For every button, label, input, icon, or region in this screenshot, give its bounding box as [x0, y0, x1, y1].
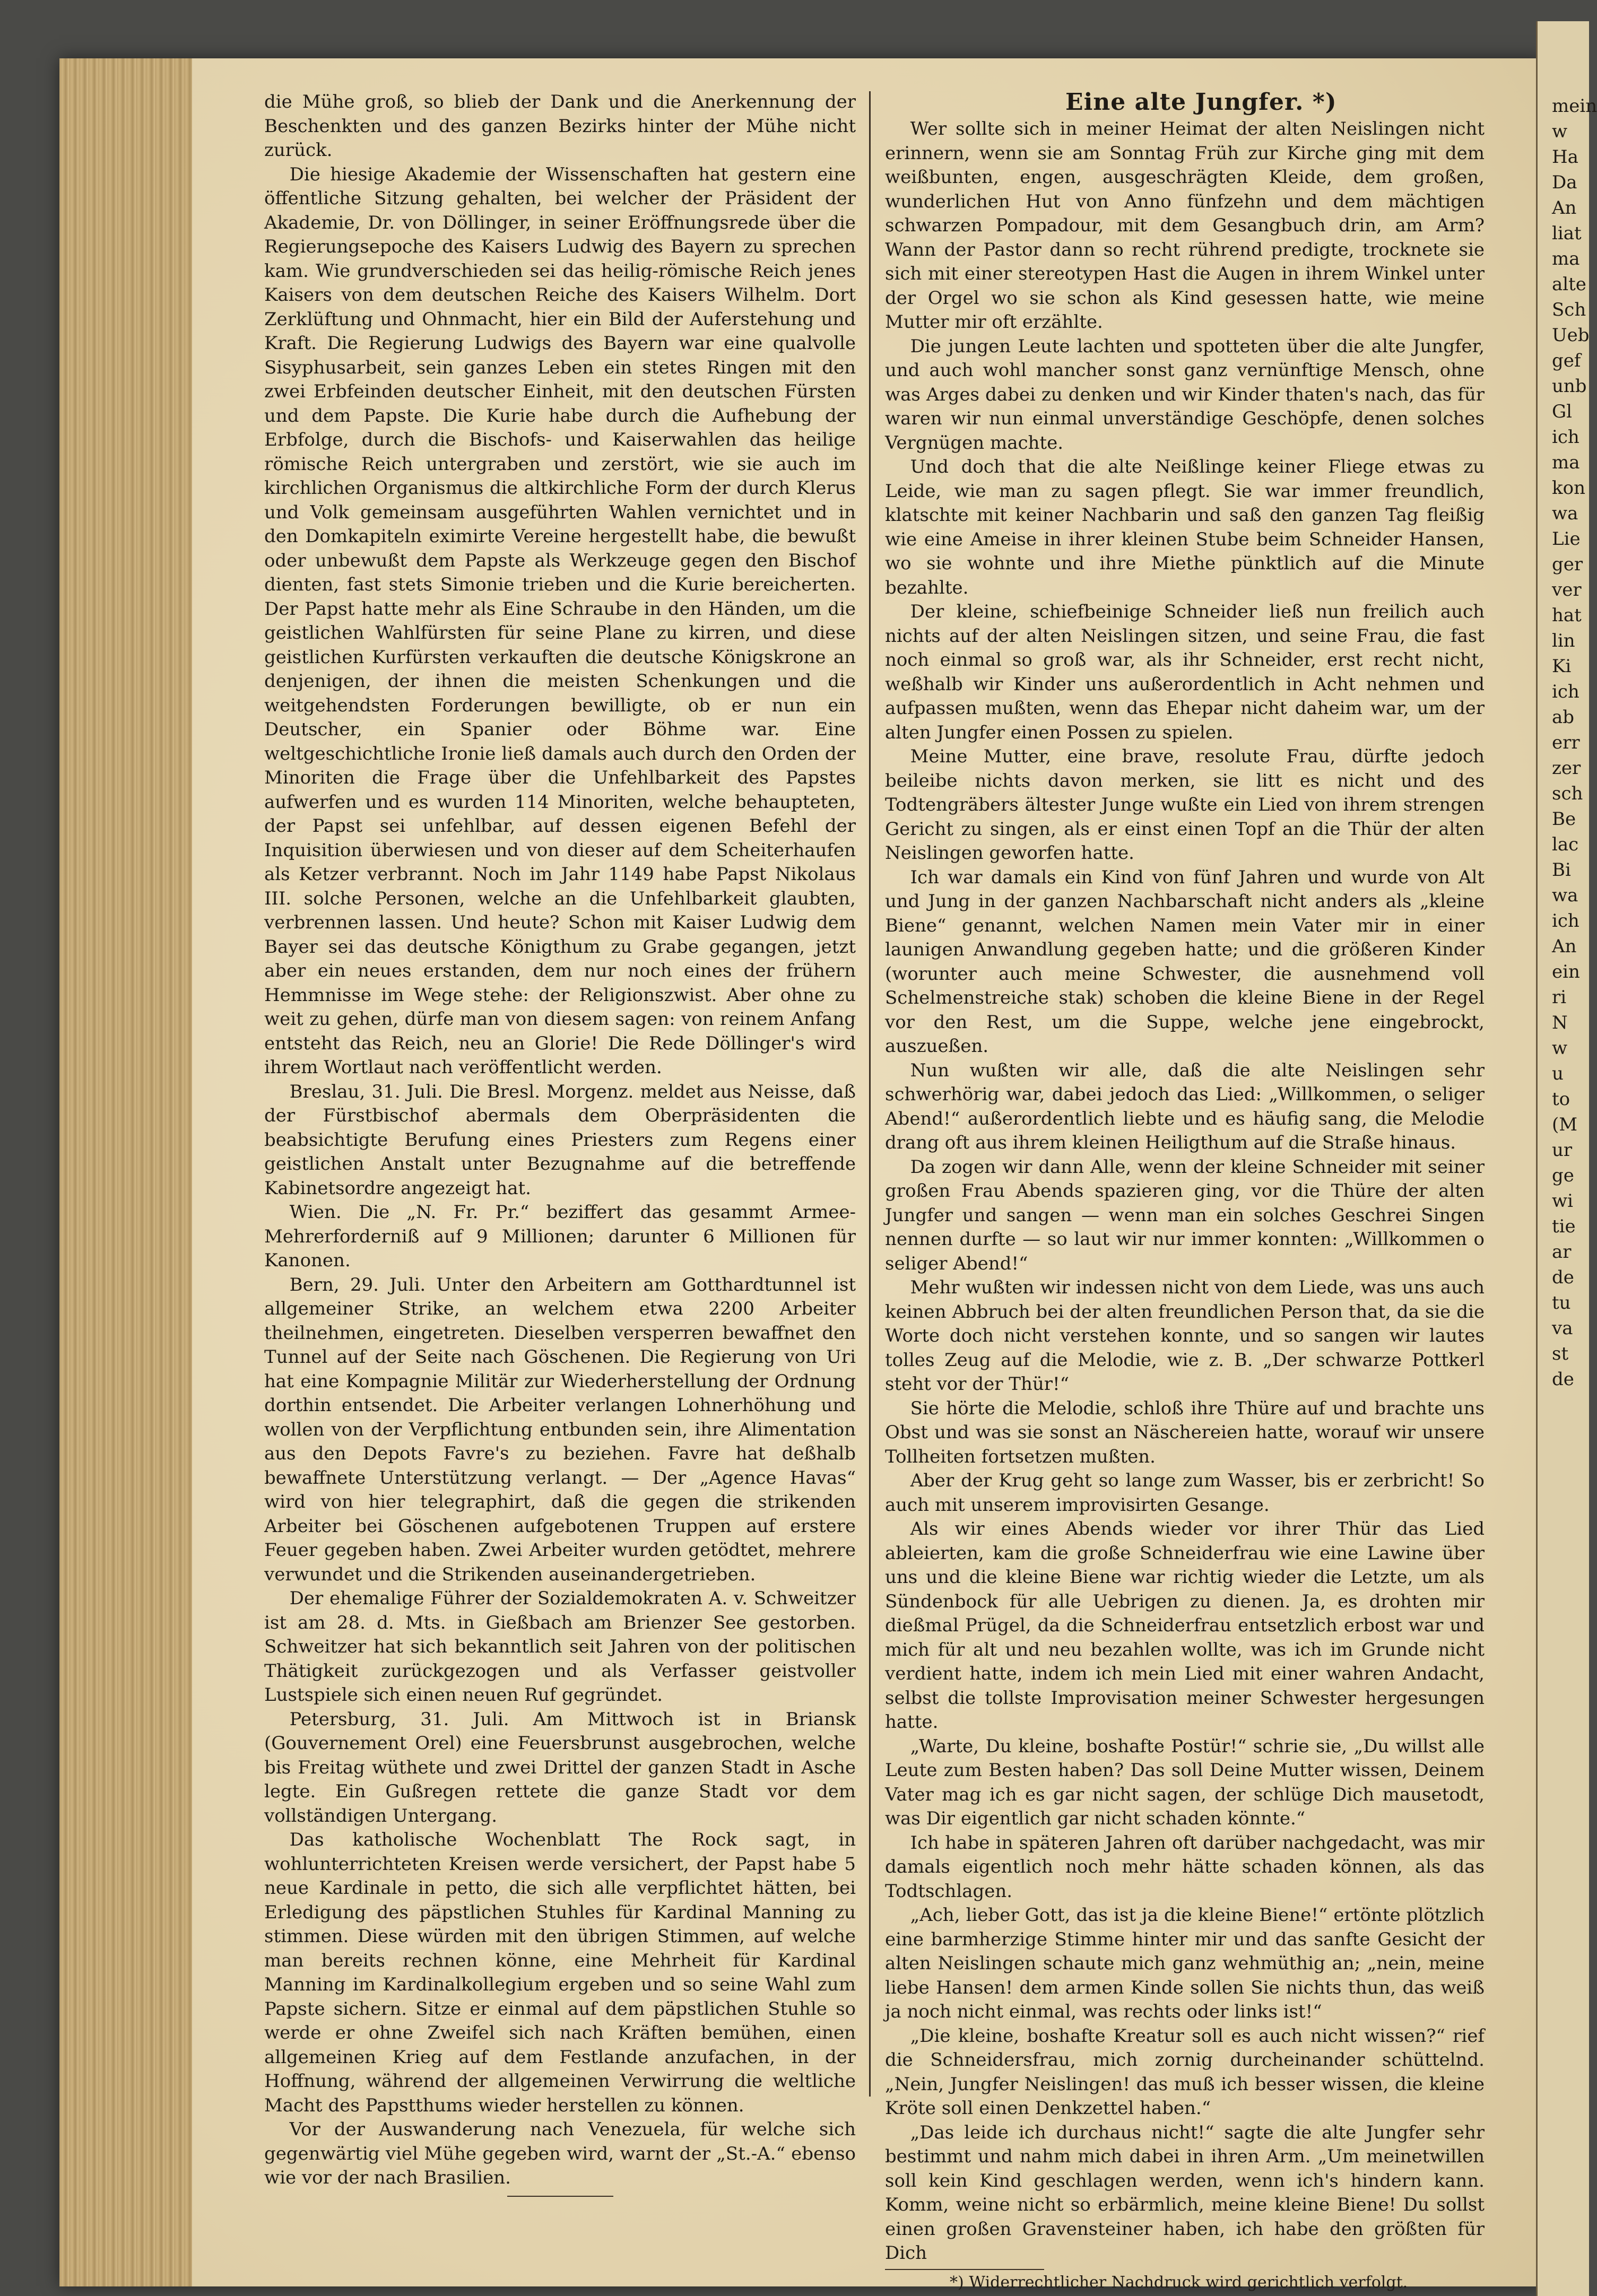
story-paragraph: Und doch that die alte Neißlinge keiner Fliege etwas zu Leide, wie man zu sagen pflegt. Sie war immer freundlich, klatschte mit keiner Nachbarin und saß den ganzen Tag fleißig wie eine Ameise in ihrer kleinen Stube beim Schneider Hansen, wo sie wohnte und ihre Miethe pünktlich auf die Minute bezahlte.	[885, 456, 1485, 598]
news-paragraph: Bern, 29. Juli. Unter den Arbeitern am Gotthardtunnel ist allgemeiner Strike, an welchem etwa 2200 Arbeiter theilnehmen, eingetreten. Dieselben versperren bewaffnet den Tunnel auf der Seite nach Göschenen. Die Regierung von Uri hat eine Kompagnie Militär zur Wiederherstellung der Ordnung dorthin entsendet. Die Arbeiter verlangen Lohnerhöhung und wollen von der Verpflichtung entbunden sein, ihre Alimentation aus den Depots Favre's zu beziehen. Favre hat deßhalb bewaffnete Unterstützung verlangt. — Der „Agence Havas“ wird von hier telegraphirt, daß die gegen die strikenden Arbeiter bei Göschenen aufgebotenen Truppen auf erstere Feuer gegeben haben. Zwei Arbeiter wurden getödtet, mehrere verwundet und die Strikenden auseinandergetrieben.	[264, 1274, 856, 1585]
adjacent-fragment: Gl	[1552, 401, 1573, 422]
adjacent-fragment: Lie	[1552, 528, 1581, 550]
adjacent-fragment: unb	[1552, 376, 1587, 397]
adjacent-fragment: wi	[1552, 1190, 1573, 1212]
adjacent-fragment: ich	[1552, 427, 1579, 448]
adjacent-fragment: ri	[1552, 987, 1567, 1008]
story-title: Eine alte Jungfer. *)	[1065, 89, 1337, 116]
story-paragraph: Nun wußten wir alle, daß die alte Neislingen sehr schwerhörig war, dabei jedoch das Lied: „Willkommen, o seliger Abend!“ außerordentlich liebte und es häufig sang, die Melodie drang oft aus ihrem kleinen Heiligthum auf die Straße hinaus.	[885, 1059, 1485, 1153]
footnote: *) Widerrechtlicher Nachdruck wird gerichtlich verfolgt.	[950, 2273, 1408, 2292]
story-paragraph: Wer sollte sich in meiner Heimat der alten Neislingen nicht erinnern, wenn sie am Sonntag Früh zur Kirche ging mit dem weißbunten, engen, ausgeschrägten Kleide, dem großen, wunderlichen Hut von Anno fünfzehn und dem mächtigen schwarzen Pompadour, mit dem Gesangbuch drin, am Arm? Wann der Pastor dann so recht rührend predigte, trocknete sie sich mit einer stereotypen Hast die Augen in ihrem Winkel unter der Orgel wo sie schon als Kind gesessen hatte, wie meine Mutter mir oft erzählte.	[885, 118, 1485, 333]
adjacent-fragment: ur	[1552, 1140, 1573, 1161]
news-paragraph: Petersburg, 31. Juli. Am Mittwoch ist in Briansk (Gouvernement Orel) eine Feuersbrunst ausgebrochen, welche bis Freitag wüthete und zwei Drittel der ganzen Stadt in Asche legte. Ein Gußregen rettete die ganze Stadt vor dem vollständigen Untergang.	[264, 1708, 856, 1827]
book-spine-edge	[59, 58, 192, 2286]
adjacent-fragment: mein	[1552, 95, 1597, 117]
story-paragraph: Sie hörte die Melodie, schloß ihre Thüre auf und brachte uns Obst und was sie sonst an Näschereien hatte, worauf wir unsere Tollheiten fortsetzen mußten.	[885, 1397, 1485, 1467]
adjacent-fragment: N	[1552, 1012, 1568, 1033]
end-rule	[507, 2196, 613, 2197]
adjacent-fragment: Da	[1552, 172, 1577, 193]
adjacent-fragment: err	[1552, 732, 1580, 753]
adjacent-fragment: va	[1552, 1318, 1573, 1339]
story-paragraph: Ich habe in späteren Jahren oft darüber nachgedacht, was mir damals eigentlich noch mehr hätte schaden können, als das Todtschlagen.	[885, 1832, 1485, 1902]
column-divider	[869, 91, 871, 2097]
adjacent-fragment: ver	[1552, 579, 1582, 601]
story-paragraph: Als wir eines Abends wieder vor ihrer Thür das Lied ableierten, kam die große Schneiderfrau wie eine Lawine über uns und die kleine Biene war richtig wieder die Letzte, um als Sündenbock für alle Uebrigen zu dienen. Ja, es drohten mir dießmal Prügel, da die Schneiderfrau entsetzlich erbost war und mich für alt und neu bezahlen wollte, was ich im Grunde nicht verdient hatte, indem ich mein Lied mit einer wahren Andacht, selbst die tollste Improvisation meiner Schwester hergesungen hatte.	[885, 1518, 1485, 1733]
adjacent-fragment: lin	[1552, 630, 1575, 651]
story-body	[885, 117, 1485, 2266]
adjacent-fragment: st	[1552, 1343, 1569, 1364]
news-paragraph: Die hiesige Akademie der Wissenschaften hat gestern eine öffentliche Sitzung gehalten, bei welcher der Präsident der Akademie, Dr. von Döllinger, in seiner Eröffnungsrede über die Regierungsepoche des Kaisers Ludwig des Bayern zu sprechen kam. Wie grundverschieden sei das heilig-römische Reich jenes Kaisers von dem deutschen Reiche des Kaisers Wilhelm. Dort Zerklüftung und Ohnmacht, hier ein Bild der Auferstehung und Kraft. Die Regierung Ludwigs des Bayern war eine qualvolle Sisyphusarbeit, sein ganzes Leben ein stetes Ringen mit den zwei Erbfeinden deutscher Einheit, mit den deutschen Fürsten und dem Papste. Die Kurie habe durch die Aufhebung der Erbfolge, durch die Bischofs- und Kaiserwahlen das heilige römische Reich untergraben und zerstört, wie sie auch im kirchlichen Organismus die altkirchliche Form der durch Klerus und Volk gemeinsam ausgeführten Wahlen vernichtet und in den Domkapiteln eximirte Vereine hergestellt habe, die bewußt oder unbewußt dem Papste als Werkzeuge gegen den Bischof dienten, fast stets Simonie trieben und die Kurie bereicherten. Der Papst hatte mehr als Eine Schraube in den Händen, um die geistlichen Wahlfürsten für seine Plane zu kirren, und diese geistlichen Kurfürsten verkauften die deutsche Königskrone an denjenigen, der ihnen die meisten Schenkungen und die weitgehendsten Forderungen bewilligte, ob er nun ein Deutscher, ein Spanier oder Böhme war. Eine weltgeschichtliche Ironie ließ damals auch durch den Orden der Minoriten die Frage über die Unfehlbarkeit des Papstes aufwerfen und es wurden 114 Minoriten, welche behaupteten, der Papst sei unfehlbar, auf dessen eigenen Befehl der Inquisition überwiesen und von dieser auf dem Scheiterhaufen als Ketzer verbrannt. Noch im Jahr 1149 habe Papst Nikolaus III. solche Personen, welche an die Unfehlbarkeit glaubten, verbrennen lassen. Und heute? Schon mit Kaiser Ludwig dem Bayer sei das deutsche Königthum zu Grabe gegangen, jetzt aber ein neues erstanden, dem nur noch eines der frühern Hemmnisse im Wege stehe: der Religionszwist. Aber ohne zu weit zu gehen, dürfe man von diesem sagen: von reinem Anfang entsteht das Reich, neu an Glorie! Die Rede Döllinger's wird ihrem Wortlaut nach veröffentlicht werden.	[264, 163, 856, 1078]
adjacent-fragment: de	[1552, 1369, 1574, 1390]
adjacent-fragment: liat	[1552, 223, 1582, 244]
news-paragraph: Breslau, 31. Juli. Die Bresl. Morgenz. meldet aus Neisse, daß der Fürstbischof abermals dem Oberpräsidenten die beabsichtigte Berufung eines Priesters zum Regens einer geistlichen Anstalt unter Bezugnahme auf die betreffende Kabinetsordre angezeigt hat.	[264, 1081, 856, 1199]
adjacent-fragment: ma	[1552, 248, 1580, 269]
adjacent-fragment: gef	[1552, 350, 1581, 371]
adjacent-fragment: Ueb	[1552, 325, 1590, 346]
story-paragraph: „Warte, Du kleine, boshafte Postür!“ schrie sie, „Du willst alle Leute zum Besten haben? Das soll Deine Mutter wissen, Deinem Vater mag ich es gar nicht sagen, der schlüge Dich mausetodt, was Dir eigentlich gar nicht schaden könnte.“	[885, 1735, 1485, 1829]
story-paragraph: Ich war damals ein Kind von fünf Jahren und wurde von Alt und Jung in der ganzen Nachbarschaft nicht anders als „kleine Biene“ genannt, welchen Namen mein Vater mir in einer launigen Anwandlung gegeben hatte; und die größeren Kinder (worunter auch meine Schwester, die ausnehmend voll Schelmenstreiche stak) schoben die kleine Biene in der Regel vor den Rest, um die Suppe, welche jene eingebrockt, auszueßen.	[885, 866, 1485, 1057]
adjacent-fragment: sch	[1552, 783, 1583, 804]
adjacent-fragment: tie	[1552, 1216, 1576, 1237]
news-paragraph: die Mühe groß, so blieb der Dank und die Anerkennung der Beschenkten und des ganzen Bezirks hinter der Mühe nicht zurück.	[264, 91, 856, 161]
adjacent-fragment: Ha	[1552, 146, 1578, 168]
adjacent-fragment: de	[1552, 1267, 1574, 1288]
adjacent-fragment: ge	[1552, 1165, 1574, 1186]
story-paragraph: Aber der Krug geht so lange zum Wasser, bis er zerbricht! So auch mit unserem improvisirten Gesange.	[885, 1470, 1485, 1516]
story-paragraph: „Die kleine, boshafte Kreatur soll es auch nicht wissen?“ rief die Schneidersfrau, mich zornig durcheinander schüttelnd. „Nein, Jungfer Neislingen! das muß ich besser wissen, die kleine Kröte soll einen Denkzettel haben.“	[885, 2025, 1485, 2119]
news-column	[264, 90, 856, 2197]
adjacent-fragment: ich	[1552, 681, 1579, 702]
adjacent-fragment: alte	[1552, 274, 1586, 295]
adjacent-fragment: ma	[1552, 452, 1580, 473]
adjacent-fragment: Ki	[1552, 656, 1572, 677]
adjacent-fragment: Bi	[1552, 859, 1571, 881]
adjacent-fragment: hat	[1552, 605, 1582, 626]
footnote-rule	[885, 2269, 1044, 2270]
news-paragraph: Das katholische Wochenblatt The Rock sagt, in wohlunterrichteten Kreisen werde versichert, der Papst habe 5 neue Kardinale in petto, die sich alle verpflichtet hätten, bei Erledigung des päpstlichen Stuhles für Kardinal Manning zu stimmen. Diese würden mit den übrigen Stimmen, auf welche man bereits rechnen könne, eine Mehrheit für Kardinal Manning im Kardinalkollegium ergeben und so seine Wahl zum Papste sichern. Sitze er einmal auf dem päpstlichen Stuhle so werde er ohne Zweifel sich nach Kräften bemühen, einen allgemeinen Krieg auf dem Festlande anzufachen, in der Hoffnung, während der allgemeinen Verwirrung die weltliche Macht des Papstthums wieder herstellen zu können.	[264, 1829, 856, 2116]
story-column	[885, 88, 1485, 2293]
adjacent-fragment: ger	[1552, 554, 1583, 575]
story-paragraph: Meine Mutter, eine brave, resolute Frau, dürfte jedoch beileibe nichts davon merken, sie litt es nicht und des Todtengräbers ältester Junge wußte ein Lied von ihrem strengen Gericht zu singen, als er einst einen Topf an die Thür der alten Neislingen geworfen hatte.	[885, 746, 1485, 864]
adjacent-fragment: ein	[1552, 961, 1580, 982]
news-paragraph: Wien. Die „N. Fr. Pr.“ beziffert das gesammt Armee-Mehrerforderniß auf 9 Millionen; darunter 6 Millionen für Kanonen.	[264, 1202, 856, 1271]
adjacent-fragment: Be	[1552, 808, 1576, 830]
adjacent-fragment: Sch	[1552, 299, 1586, 320]
adjacent-fragment: ar	[1552, 1241, 1572, 1263]
story-paragraph: „Das leide ich durchaus nicht!“ sagte die alte Jungfer sehr bestimmt und nahm mich dabei in ihren Arm. „Um meinetwillen soll kein Kind geschlagen werden, wenn ich's hindern kann. Komm, weine nicht so erbärmlich, meine kleine Biene! Du sollst einen großen Gravensteiner haben, ich habe den größten für Dich	[885, 2121, 1485, 2264]
adjacent-fragment: to	[1552, 1089, 1570, 1110]
adjacent-fragment: u	[1552, 1063, 1564, 1084]
adjacent-fragment: ab	[1552, 707, 1575, 728]
adjacent-fragment: wa	[1552, 503, 1578, 524]
story-paragraph: Mehr wußten wir indessen nicht von dem Liede, was uns auch keinen Abbruch bei der alten freundlichen Person that, da sie die Worte doch nicht verstehen konnte, und so sangen wir lautes tolles Zeug auf die Melodie, wie z. B. „Der schwarze Pottkerl steht vor der Thür!“	[885, 1277, 1485, 1395]
adjacent-fragment: An	[1552, 197, 1577, 219]
adjacent-fragment: ich	[1552, 910, 1579, 932]
adjacent-fragment: tu	[1552, 1292, 1571, 1314]
adjacent-fragment: (M	[1552, 1114, 1578, 1135]
news-paragraph: Der ehemalige Führer der Sozialdemokraten A. v. Schweitzer ist am 28. d. Mts. in Gießbach am Brienzer See gestorben. Schweitzer hat sich bekanntlich seit Jahren von der politischen Thätigkeit zurückgezogen und als Verfasser geistvoller Lustspiele sich einen neuen Ruf gegründet.	[264, 1588, 856, 1706]
adjacent-fragment: wa	[1552, 885, 1578, 906]
adjacent-fragment: w	[1552, 121, 1568, 142]
story-paragraph: Der kleine, schiefbeinige Schneider ließ nun freilich auch nichts auf der alten Neislingen sitzen, und seine Frau, die fast noch einmal so groß war, als ihr Schneider, erst recht nicht, weßhalb wir Kinder uns außerordentlich in Acht nehmen und aufpassen mußten, wenn das Ehepar nicht daheim war, um der alten Jungfer einen Possen zu spielen.	[885, 601, 1485, 743]
story-paragraph: „Ach, lieber Gott, das ist ja die kleine Biene!“ ertönte plötzlich eine barmherzige Stimme hinter mir und das sanfte Gesicht der alten Neislingen schaute mich ganz wehmüthig an; „nein, meine liebe Hansen! dem armen Kinde sollen Sie nichts thun, das weiß ja noch nicht einmal, was rechts oder links ist!“	[885, 1904, 1485, 2022]
story-paragraph: Da zogen wir dann Alle, wenn der kleine Schneider mit seiner großen Frau Abends spazieren ging, vor die Thüre der alten Jungfer und sangen — wenn man ein solches Geschrei Singen nennen durfte — so laut wir nur immer konnten: „Willkommen o seliger Abend!“	[885, 1156, 1485, 1274]
adjacent-fragment: kon	[1552, 477, 1585, 499]
adjacent-page-text	[1552, 95, 1597, 1394]
adjacent-fragment: An	[1552, 936, 1577, 957]
story-paragraph: Die jungen Leute lachten und spotteten über die alte Jungfer, und auch wohl mancher sonst ganz vernünftige Mensch, ohne was Arges dabei zu denken und wir Kinder thaten's nach, das für waren wir nun einmal unverständige Geschöpfe, denen solches Vergnügen machte.	[885, 335, 1485, 454]
adjacent-fragment: w	[1552, 1038, 1568, 1059]
adjacent-fragment: lac	[1552, 834, 1579, 855]
news-paragraph: Vor der Auswanderung nach Venezuela, für welche sich gegenwärtig viel Mühe gegeben wird, warnt der „St.-A.“ ebenso wie vor der nach Brasilien.	[264, 2119, 856, 2188]
adjacent-fragment: zer	[1552, 758, 1581, 779]
